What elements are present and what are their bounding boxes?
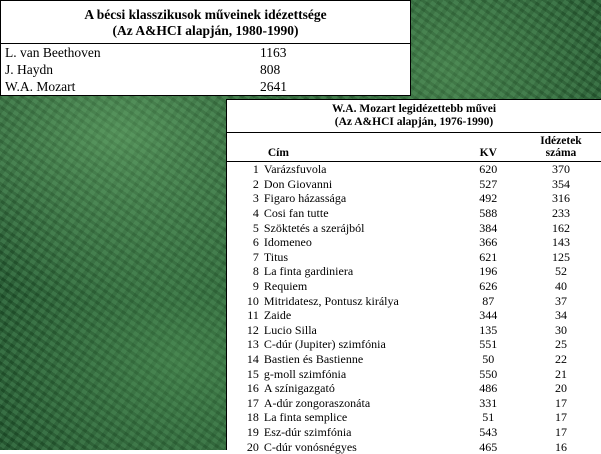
mozart-work-row xyxy=(227,366,601,381)
work-rank: 19 xyxy=(246,424,259,439)
mozart-work-row xyxy=(227,177,601,192)
work-title: Lucio Silla xyxy=(263,322,317,337)
composer-name: W.A. Mozart xyxy=(5,78,76,94)
work-citation-count: 52 xyxy=(554,264,567,279)
work-rank: 7 xyxy=(252,249,259,264)
composer-citation-count: 2641 xyxy=(260,78,287,94)
work-citation-count: 125 xyxy=(551,249,570,264)
work-rank: 15 xyxy=(246,366,259,381)
work-citation-count: 233 xyxy=(551,206,570,221)
work-rank: 11 xyxy=(247,308,259,323)
work-title: A-dúr zongoraszonáta xyxy=(263,395,371,410)
composers-title-line1: A bécsi klasszikusok műveinek idézettsége xyxy=(84,7,327,22)
work-citation-count: 17 xyxy=(554,395,567,410)
composers-title-line2: (Az A&HCI alapján, 1980-1990) xyxy=(112,23,299,38)
mozart-works-table xyxy=(227,135,601,454)
mozart-work-row xyxy=(227,352,601,367)
work-kv-number: 543 xyxy=(479,424,498,439)
work-citation-count: 40 xyxy=(554,279,567,294)
mozart-work-row xyxy=(227,425,601,440)
mozart-work-row xyxy=(227,264,601,279)
work-title: Mitridatesz, Pontusz királya xyxy=(263,293,399,308)
work-rank: 1 xyxy=(252,162,259,177)
composers-citation-panel xyxy=(0,0,411,96)
work-citation-count: 354 xyxy=(551,176,570,191)
work-kv-number: 626 xyxy=(479,279,498,294)
work-title: C-dúr (Jupiter) szimfónia xyxy=(263,337,386,352)
work-citation-count: 17 xyxy=(554,424,567,439)
work-title: Szöktetés a szerájból xyxy=(263,220,365,235)
work-citation-count: 21 xyxy=(554,366,567,381)
composer-citation-count: 1163 xyxy=(260,44,287,60)
work-kv-number: 492 xyxy=(479,191,498,206)
mozart-table-title xyxy=(227,100,601,129)
composers-table-title xyxy=(1,1,410,39)
work-kv-number: 486 xyxy=(479,381,498,396)
work-rank: 10 xyxy=(246,293,259,308)
work-rank: 4 xyxy=(252,206,259,221)
work-title: C-dúr vonósnégyes xyxy=(263,439,357,454)
mozart-work-row xyxy=(227,381,601,396)
work-title: Don Giovanni xyxy=(263,176,333,191)
mozart-work-row xyxy=(227,191,601,206)
work-rank: 13 xyxy=(246,337,259,352)
work-kv-number: 588 xyxy=(479,206,498,221)
work-citation-count: 143 xyxy=(551,235,570,250)
work-rank: 9 xyxy=(252,279,259,294)
work-title: La finta gardiniera xyxy=(263,264,354,279)
work-rank: 3 xyxy=(252,191,259,206)
work-kv-number: 331 xyxy=(479,395,498,410)
work-title: Cosi fan tutte xyxy=(263,206,329,221)
work-rank: 16 xyxy=(246,381,259,396)
work-rank: 20 xyxy=(246,439,259,454)
work-rank: 14 xyxy=(246,352,259,367)
work-title: Bastien és Bastienne xyxy=(263,352,364,367)
work-title: Figaro házassága xyxy=(263,191,347,206)
work-rank: 2 xyxy=(252,176,259,191)
work-citation-count: 34 xyxy=(554,308,567,323)
work-citation-count: 37 xyxy=(554,293,567,308)
mozart-work-row xyxy=(227,308,601,323)
header-citations-line1: Idézetek xyxy=(540,135,582,147)
mozart-work-row xyxy=(227,337,601,352)
work-kv-number: 196 xyxy=(479,264,498,279)
work-citation-count: 30 xyxy=(554,322,567,337)
work-kv-number: 465 xyxy=(479,439,498,454)
header-title: Cím xyxy=(267,147,289,159)
mozart-work-row xyxy=(227,293,601,308)
work-title: Esz-dúr szimfónia xyxy=(263,424,352,439)
work-title: A színigazgató xyxy=(263,381,335,396)
work-kv-number: 550 xyxy=(479,366,498,381)
work-title: La finta semplice xyxy=(263,410,348,425)
mozart-work-row xyxy=(227,439,601,454)
mozart-work-row xyxy=(227,235,601,250)
mozart-work-row xyxy=(227,279,601,294)
header-citations-line2: száma xyxy=(545,147,577,159)
header-index xyxy=(227,135,264,162)
work-citation-count: 370 xyxy=(551,162,570,177)
work-kv-number: 621 xyxy=(479,249,498,264)
work-rank: 6 xyxy=(252,235,259,250)
mozart-work-row xyxy=(227,396,601,411)
work-kv-number: 135 xyxy=(479,322,498,337)
work-citation-count: 20 xyxy=(554,381,567,396)
work-rank: 8 xyxy=(252,264,259,279)
composer-name: J. Haydn xyxy=(5,61,53,77)
work-rank: 17 xyxy=(246,395,259,410)
mozart-work-row xyxy=(227,162,601,177)
work-citation-count: 17 xyxy=(554,410,567,425)
work-kv-number: 620 xyxy=(479,162,498,177)
work-citation-count: 162 xyxy=(551,220,570,235)
mozart-works-panel xyxy=(226,99,601,454)
work-citation-count: 316 xyxy=(551,191,570,206)
work-title: Idomeneo xyxy=(263,235,312,250)
work-citation-count: 25 xyxy=(554,337,567,352)
work-title: g-moll szimfónia xyxy=(263,366,347,381)
work-kv-number: 527 xyxy=(479,176,498,191)
work-title: Titus xyxy=(263,249,289,264)
work-title: Zaide xyxy=(263,308,292,323)
header-citations xyxy=(521,135,601,162)
mozart-work-row xyxy=(227,206,601,221)
mozart-title-divider xyxy=(227,132,601,133)
mozart-work-row xyxy=(227,410,601,425)
mozart-work-row xyxy=(227,250,601,265)
work-kv-number: 344 xyxy=(479,308,498,323)
mozart-work-row xyxy=(227,323,601,338)
mozart-table-header-row xyxy=(227,135,601,162)
work-title: Requiem xyxy=(263,279,308,294)
work-kv-number: 87 xyxy=(482,293,495,308)
composer-row xyxy=(1,44,410,61)
composer-name: L. van Beethoven xyxy=(5,44,101,60)
work-kv-number: 50 xyxy=(482,352,495,367)
work-rank: 5 xyxy=(252,220,259,235)
mozart-title-line2: (Az A&HCI alapján, 1976-1990) xyxy=(334,116,494,128)
mozart-title-line1: W.A. Mozart legidézettebb művei xyxy=(331,103,497,115)
header-kv: KV xyxy=(479,147,497,159)
work-title: Varázsfuvola xyxy=(263,162,327,177)
work-kv-number: 384 xyxy=(479,220,498,235)
composers-table xyxy=(1,44,410,95)
work-citation-count: 22 xyxy=(554,352,567,367)
composer-row xyxy=(1,78,410,95)
work-kv-number: 51 xyxy=(482,410,495,425)
work-kv-number: 366 xyxy=(479,235,498,250)
work-citation-count: 16 xyxy=(554,439,567,454)
composer-citation-count: 808 xyxy=(260,61,281,77)
work-rank: 18 xyxy=(246,410,259,425)
mozart-work-row xyxy=(227,220,601,235)
work-rank: 12 xyxy=(246,322,259,337)
composer-row xyxy=(1,61,410,78)
work-kv-number: 551 xyxy=(479,337,498,352)
